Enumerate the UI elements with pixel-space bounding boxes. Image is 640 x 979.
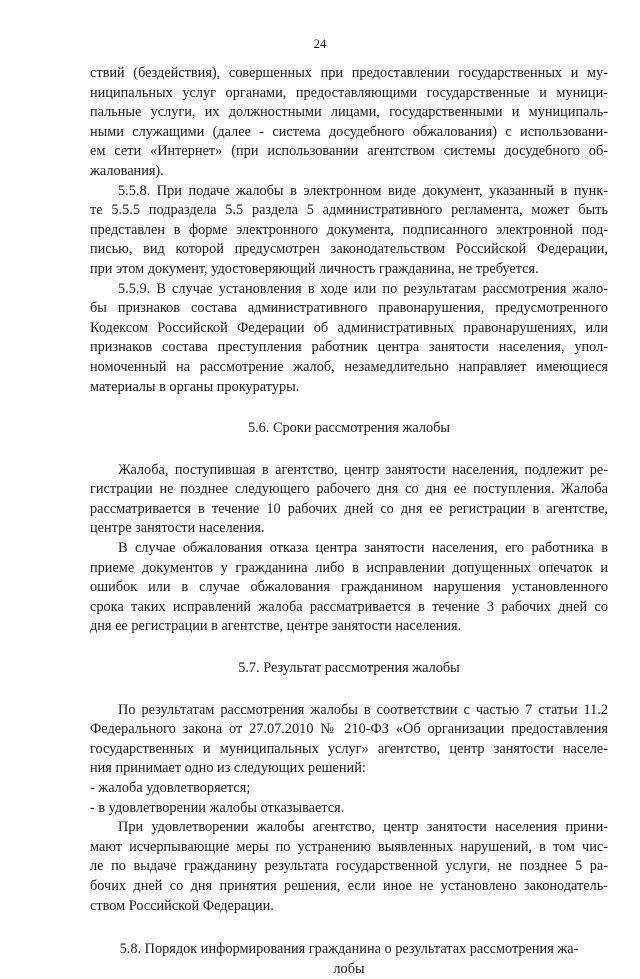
text-line: При удовлетворении жалобы агентство, центр занятости населения прини-	[118, 819, 608, 836]
paragraph-decision	[90, 701, 608, 779]
text-line: ошибок или в случае обжалования гражданином нарушения установленного	[90, 579, 608, 596]
text-line: мают исчерпывающие меры по устранению выявленных нарушений, в том чис-	[90, 838, 608, 855]
text-line: пальные услуги, их должностными лицами, государственными и муниципаль-	[90, 104, 608, 121]
paragraph-5-5-8	[90, 182, 608, 280]
list-item-refused: - в удовлетворении жалобы отказывается.	[90, 799, 345, 816]
text-line: ле по выдаче гражданину результата государственной услуги, не позднее 5 ра-	[90, 858, 608, 875]
text-line: ными служащими (далее - система досудебного обжалования) с использовани-	[90, 123, 608, 140]
text-line: ствий (бездействия), совершенных при предоставлении государственных и му-	[90, 65, 608, 81]
text-line: ством Российской Федерации.	[90, 897, 274, 914]
paragraph-5-5-9	[90, 280, 608, 398]
text-line: при этом документ, удостоверяющий личность гражданина, не требуется.	[90, 260, 539, 277]
text-line: ем сети «Интернет» (при использовании агентством системы досудебного об-	[90, 143, 608, 160]
page-number: 24	[313, 36, 327, 51]
text-line: 5.5.8. При подаче жалобы в электронном виде документ, указанный в пунк-	[118, 182, 608, 199]
text-line: срока таких исправлений жалоба рассматривается в течение 3 рабочих дней со	[90, 598, 608, 615]
text-line: По результатам рассмотрения жалобы в соответствии с частью 7 статьи 11.2	[118, 701, 608, 718]
text-line: бочих дней со дня принятия решения, если иное не установлено законодатель-	[90, 877, 608, 894]
text-line: ния принимает одно из следующих решений:	[90, 760, 366, 777]
text-line: приеме документов у гражданина либо в исправлении допущенных опечаток и	[90, 559, 608, 576]
text-line: писью, вид которой предусмотрен законодательством Российской Федерации,	[90, 241, 608, 258]
text-line: бы признаков состава административного правонарушения, предусмотренного	[90, 300, 608, 317]
list-item-satisfied: - жалоба удовлетворяется;	[90, 780, 251, 796]
text-line: те 5.5.5 подраздела 5.5 раздела 5 административного регламента, может быть	[90, 202, 608, 219]
text-line: представлен в форме электронного документа, подписанного электронной под-	[90, 221, 608, 238]
section-heading-line: 5.8. Порядок информирования гражданина о результатах рассмотрения жа-	[119, 941, 579, 958]
text-line: государственных и муниципальных услуг» агентство, центр занятости населе-	[90, 740, 608, 757]
text-line: Кодексом Российской Федерации об административных правонарушениях, или	[90, 319, 608, 336]
text-line: 5.5.9. В случае установления в ходе или по результатам рассмотрения жало-	[118, 280, 608, 297]
paragraph-satisfaction-measures	[90, 818, 608, 916]
section-heading-5-8	[90, 940, 608, 979]
text-line: жалования).	[90, 162, 164, 179]
text-line: ниципальных услуг органами, предоставляющими государственные и муници-	[90, 84, 608, 101]
text-line: Федерального закона от 27.07.2010 № 210-ФЗ «Об организации предоставления	[90, 721, 608, 738]
text-line: материалы в органы прокуратуры.	[90, 378, 300, 395]
text-line: дня ее регистрации в агентстве, центре занятости населения.	[90, 618, 462, 635]
text-line: рассматривается в течение 10 рабочих дней со дня ее регистрации в агентстве,	[90, 500, 608, 517]
text-line: Жалоба, поступившая в агентство, центр занятости населения, подлежит ре-	[118, 461, 608, 478]
text-line: гистрации не позднее следующего рабочего дня со дня ее поступления. Жалоба	[90, 481, 608, 498]
paragraph-refusal-appeal	[90, 539, 608, 637]
paragraph-complaint-registration	[90, 461, 608, 539]
section-heading-5-6: 5.6. Сроки рассмотрения жалобы	[247, 420, 451, 437]
section-heading-line: лобы	[333, 960, 365, 977]
text-line: номоченный на рассмотрение жалоб, незамедлительно направляет имеющиеся	[90, 358, 608, 375]
text-line: центре занятости населения.	[90, 520, 265, 537]
text-line: В случае обжалования отказа центра занятости населения, его работника в	[118, 540, 608, 557]
section-heading-5-7: 5.7. Результат рассмотрения жалобы	[238, 660, 460, 677]
document-body	[90, 64, 608, 979]
paragraph-p1	[90, 64, 608, 182]
text-line: признаков состава преступления работник центра занятости населения, упол-	[90, 339, 608, 356]
